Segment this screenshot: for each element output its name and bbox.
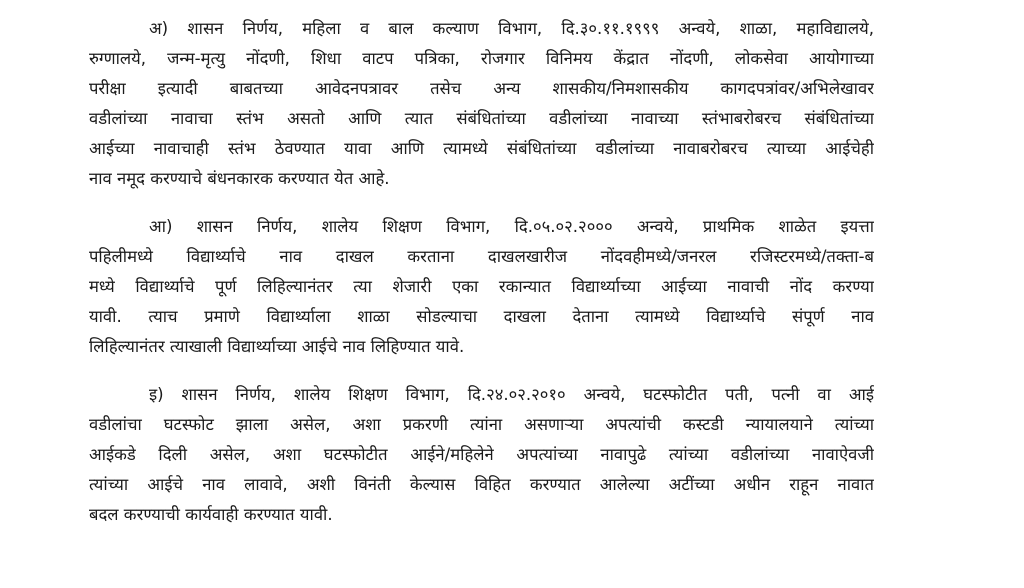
paragraph-line: यावी. त्याच प्रमाणे विद्यार्थ्याला शाळा सोडल्याचा दाखला देताना त्यामध्ये विद्यार्थ्याचे संपूर्ण नाव (89, 307, 874, 326)
paragraph-line: नाव नमूद करण्याचे बंधनकारक करण्यात येत आहे. (89, 169, 390, 188)
paragraph-line: आईकडे दिली असेल, अशा घटस्फोटीत आईने/महिलेने अपत्यांच्या नावापुढे त्यांच्या वडीलांच्या नावाऐवजी (89, 445, 874, 464)
paragraph-i (89, 380, 874, 530)
paragraph-line: मध्ये विद्यार्थ्याचे पूर्ण लिहिल्यानंतर त्या शेजारी एका रकान्यात विद्यार्थ्याच्या आईच्या नावाची नोंद करण्या (89, 277, 874, 296)
paragraph-line: बदल करण्याची कार्यवाही करण्यात यावी. (89, 505, 333, 524)
paragraph-line: पहिलीमध्ये विद्यार्थ्याचे नाव दाखल करताना दाखलखारीज नोंदवहीमध्ये/जनरल रजिस्टरमध्ये/तक्ता-ब (89, 247, 874, 266)
document-body (89, 14, 874, 548)
paragraph-line: रुग्णालये, जन्म-मृत्यु नोंदणी, शिधा वाटप पत्रिका, रोजगार विनिमय केंद्रात नोंदणी, लोकसेवा आयोगाच्या (89, 49, 874, 68)
paragraph-line: लिहिल्यानंतर त्याखाली विद्यार्थ्याच्या आईचे नाव लिहिण्यात यावे. (89, 337, 465, 356)
paragraph-line: परीक्षा इत्यादी बाबतच्या आवेदनपत्रावर तसेच अन्य शासकीय/निमशासकीय कागदपत्रांवर/अभिलेखावर (89, 79, 874, 98)
paragraph-line: वडीलांचा घटस्फोट झाला असेल, अशा प्रकरणी त्यांना असणाऱ्या अपत्यांची कस्टडी न्यायालयाने त्यांच्या (89, 415, 874, 434)
paragraph-line: आ) शासन निर्णय, शालेय शिक्षण विभाग, दि.०५.०२.२००० अन्वये, प्राथमिक शाळेत इयत्ता (149, 217, 874, 236)
paragraph-a (89, 14, 874, 194)
paragraph-line: इ) शासन निर्णय, शालेय शिक्षण विभाग, दि.२४.०२.२०१० अन्वये, घटस्फोटीत पती, पत्नी वा आई (149, 385, 874, 404)
paragraph-line: अ) शासन निर्णय, महिला व बाल कल्याण विभाग, दि.३०.११.१९९९ अन्वये, शाळा, महाविद्यालये, (149, 19, 874, 38)
paragraph-line: वडीलांच्या नावाचा स्तंभ असतो आणि त्यात संबंधितांच्या वडीलांच्या नावाच्या स्तंभाबरोबरच संबंधितांच्या (89, 109, 874, 128)
paragraph-aa (89, 212, 874, 362)
paragraph-line: आईच्या नावाचाही स्तंभ ठेवण्यात यावा आणि त्यामध्ये संबंधितांच्या वडीलांच्या नावाबरोबरच त्याच्या आईचेही (89, 139, 874, 158)
paragraph-line: त्यांच्या आईचे नाव लावावे, अशी विनंती केल्यास विहित करण्यात आलेल्या अटींच्या अधीन राहून नावात (89, 475, 874, 494)
